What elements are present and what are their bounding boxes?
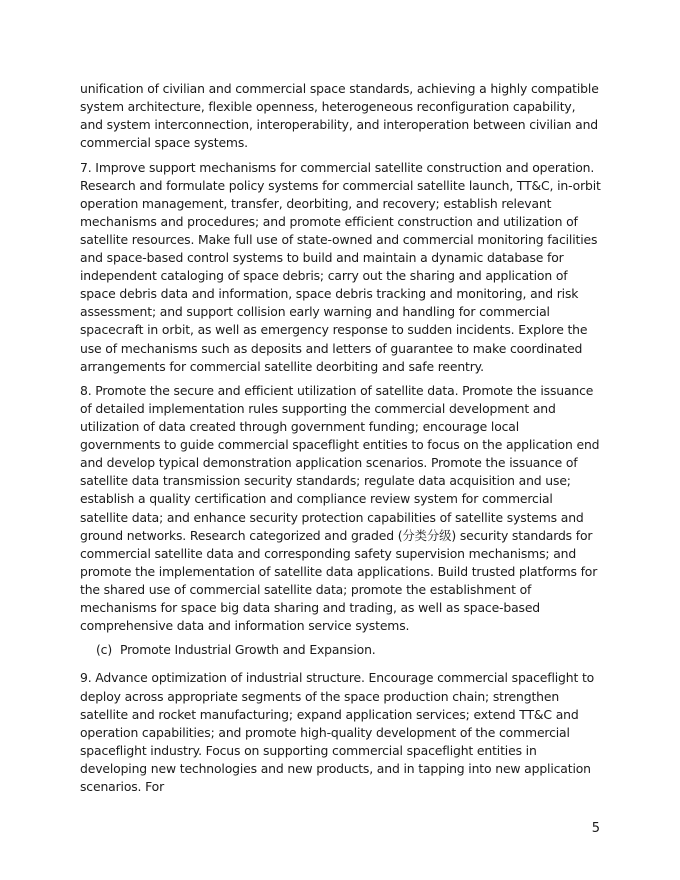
subheading-text: Promote Industrial Growth and Expansion. <box>120 642 376 658</box>
document-body <box>80 80 602 802</box>
paragraph-item-9: 9. Advance optimization of industrial structure. Encourage commercial spaceflight to deploy across appropriate segments of the space production chain; strengthen satellite and rocket manufacturing; expand application services; extend TT&C and operation capabilities; and promote high-quality development of the commercial spaceflight industry. Focus on supporting commercial spaceflight entities in developing new technologies and new products, and in tapping into new application scenarios. For <box>80 670 595 795</box>
section-subheading <box>80 641 602 659</box>
paragraph-continuation: unification of civilian and commercial space standards, achieving a highly compatible system architecture, flexible openness, heterogeneous reconfiguration capability, and system interconnection, interoperability, and interoperation between civilian and commercial space systems. <box>80 81 599 151</box>
paragraph-item-7: 7. Improve support mechanisms for commercial satellite construction and operation. Research and formulate policy systems for commercial satellite launch, TT&C, in-orbit operation management, transfer, deorbiting, and recovery; establish relevant mechanisms and procedures; and promote efficient construction and utilization of satellite resources. Make full use of state-owned and commercial monitoring facilities and space-based control systems to build and maintain a dynamic database for independent cataloging of space debris; carry out the sharing and application of space debris data and information, space debris tracking and monitoring, and risk assessment; and support collision early warning and handling for commercial spacecraft in orbit, as well as emergency response to sudden incidents. Explore the use of mechanisms such as deposits and letters of guarantee to make coordinated arrangements for commercial satellite deorbiting and safe reentry. <box>80 159 601 374</box>
paragraph-item-8: 8. Promote the secure and efficient utilization of satellite data. Promote the issuance of detailed implementation rules supporting the commercial development and utilization of data created through government funding; encourage local governments to guide commercial spaceflight entities to focus on the application end and develop typical demonstration application scenarios. Promote the issuance of satellite data transmission security standards; regulate data acquisition and use; establish a quality certification and compliance review system for commercial satellite data; and enhance security protection capabilities of satellite systems and ground networks. Research categorized and graded (分类分级) security standards for commercial satellite data and corresponding safety supervision mechanisms; and promote the implementation of satellite data applications. Build trusted platforms for the shared use of commercial satellite data; promote the establishment of mechanisms for space big data sharing and trading, as well as space-based comprehensive data and information service systems. <box>80 382 600 634</box>
page-number: 5 <box>591 821 600 836</box>
subheading-marker: (c) <box>96 642 113 658</box>
